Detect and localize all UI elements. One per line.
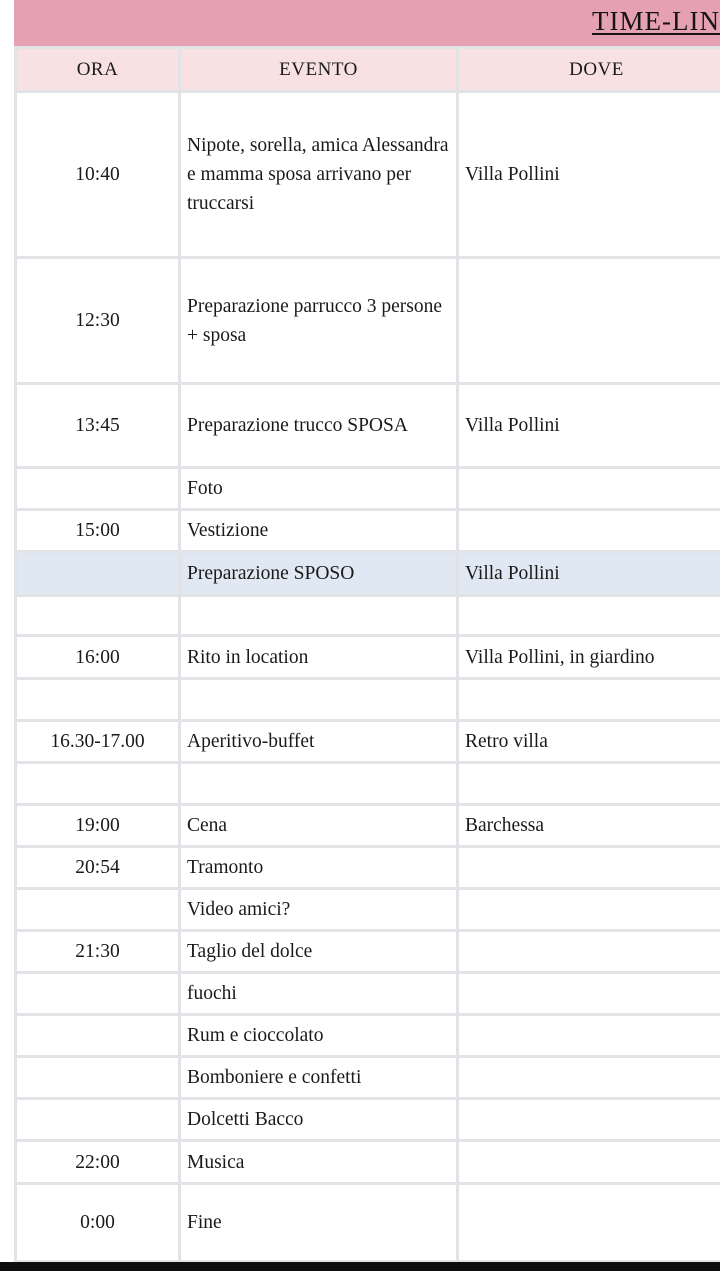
table-row-highlighted: [16, 552, 720, 596]
table-row: [16, 931, 720, 973]
bottom-edge-bar: [0, 1262, 720, 1271]
location-cell: [458, 1184, 720, 1262]
location-cell: [458, 763, 720, 805]
column-header-dove: DOVE: [458, 48, 720, 92]
table-row: [16, 92, 720, 258]
table-row: [16, 1015, 720, 1057]
table-row: [16, 258, 720, 384]
event-cell: Preparazione SPOSO: [180, 552, 458, 596]
location-cell: Villa Pollini: [458, 552, 720, 596]
table-row: [16, 384, 720, 468]
table-row: [16, 805, 720, 847]
location-cell: [458, 847, 720, 889]
table-row: [16, 1057, 720, 1099]
table-row: [16, 636, 720, 679]
event-cell: Rum e cioccolato: [180, 1015, 458, 1057]
time-cell: [16, 679, 180, 721]
column-header-evento: EVENTO: [180, 48, 458, 92]
table-row: [16, 889, 720, 931]
location-cell: Villa Pollini: [458, 92, 720, 258]
event-cell: [180, 596, 458, 636]
location-cell: [458, 596, 720, 636]
time-cell: [16, 552, 180, 596]
time-cell: [16, 1015, 180, 1057]
time-cell: [16, 1057, 180, 1099]
location-cell: [458, 1015, 720, 1057]
table-row: [16, 1184, 720, 1262]
event-cell: Preparazione parrucco 3 persone + sposa: [180, 258, 458, 384]
page-title: TIME-LIN: [592, 6, 720, 36]
time-cell: 21:30: [16, 931, 180, 973]
table-row: [16, 1141, 720, 1184]
event-cell: Video amici?: [180, 889, 458, 931]
table-row: [16, 763, 720, 805]
title-band: [14, 0, 720, 46]
time-cell: [16, 1099, 180, 1141]
table-row: [16, 468, 720, 510]
table-row: [16, 1099, 720, 1141]
time-cell: 13:45: [16, 384, 180, 468]
location-cell: Villa Pollini: [458, 384, 720, 468]
column-header-ora: ORA: [16, 48, 180, 92]
event-cell: Dolcetti Bacco: [180, 1099, 458, 1141]
time-cell: 20:54: [16, 847, 180, 889]
time-cell: [16, 468, 180, 510]
event-cell: Taglio del dolce: [180, 931, 458, 973]
event-cell: Fine: [180, 1184, 458, 1262]
location-cell: Barchessa: [458, 805, 720, 847]
time-cell: [16, 596, 180, 636]
table-row: [16, 847, 720, 889]
table-row: [16, 510, 720, 552]
table-row: [16, 721, 720, 763]
time-cell: [16, 973, 180, 1015]
location-cell: [458, 679, 720, 721]
time-cell: 10:40: [16, 92, 180, 258]
location-cell: Villa Pollini, in giardino: [458, 636, 720, 679]
location-cell: [458, 1141, 720, 1184]
time-cell: 22:00: [16, 1141, 180, 1184]
event-cell: Cena: [180, 805, 458, 847]
time-cell: 0:00: [16, 1184, 180, 1262]
event-cell: fuochi: [180, 973, 458, 1015]
table-row: [16, 596, 720, 636]
time-cell: [16, 889, 180, 931]
event-cell: Tramonto: [180, 847, 458, 889]
event-cell: Nipote, sorella, amica Alessandra e mamma sposa arrivano per truccarsi: [180, 92, 458, 258]
table-row: [16, 973, 720, 1015]
event-cell: Musica: [180, 1141, 458, 1184]
location-cell: [458, 468, 720, 510]
table-header-row: [16, 48, 720, 92]
event-cell: Vestizione: [180, 510, 458, 552]
timeline-table: [14, 46, 720, 1263]
event-cell: Preparazione trucco SPOSA: [180, 384, 458, 468]
event-cell: [180, 679, 458, 721]
time-cell: 12:30: [16, 258, 180, 384]
time-cell: 15:00: [16, 510, 180, 552]
location-cell: [458, 973, 720, 1015]
location-cell: [458, 889, 720, 931]
location-cell: [458, 931, 720, 973]
location-cell: [458, 1057, 720, 1099]
time-cell: 16:00: [16, 636, 180, 679]
time-cell: [16, 763, 180, 805]
event-cell: [180, 763, 458, 805]
location-cell: [458, 510, 720, 552]
event-cell: Bomboniere e confetti: [180, 1057, 458, 1099]
event-cell: Foto: [180, 468, 458, 510]
left-margin: [0, 0, 14, 1262]
table-row: [16, 679, 720, 721]
location-cell: [458, 258, 720, 384]
location-cell: Retro villa: [458, 721, 720, 763]
event-cell: Aperitivo-buffet: [180, 721, 458, 763]
location-cell: [458, 1099, 720, 1141]
time-cell: 16.30-17.00: [16, 721, 180, 763]
time-cell: 19:00: [16, 805, 180, 847]
event-cell: Rito in location: [180, 636, 458, 679]
